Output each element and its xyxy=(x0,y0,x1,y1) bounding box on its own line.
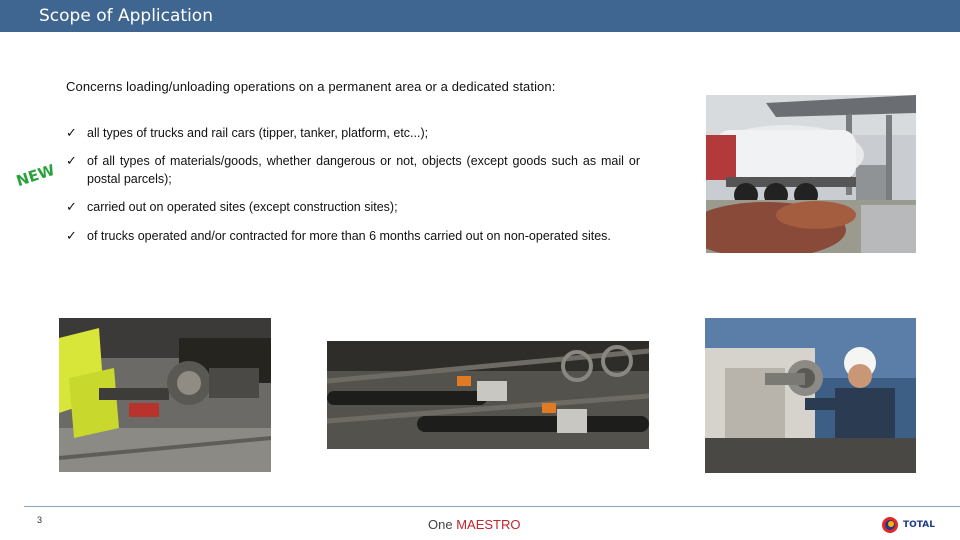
footer-brand xyxy=(428,517,521,532)
tanker-truck-photo xyxy=(706,95,916,253)
check-icon: ✓ xyxy=(66,199,77,214)
bullet-item xyxy=(66,198,640,216)
total-logo-text: TOTAL xyxy=(903,520,935,530)
bullet-item xyxy=(66,124,640,142)
bullet-item xyxy=(66,152,640,188)
check-icon: ✓ xyxy=(66,125,77,140)
check-icon: ✓ xyxy=(66,153,77,168)
brand-one: One xyxy=(428,517,453,532)
bullet-text: all types of trucks and rail cars (tipper, tanker, platform, etc...); xyxy=(87,126,429,140)
bullet-text: of trucks operated and/or contracted for more than 6 months carried out on non-operated sites. xyxy=(87,229,611,243)
page-title: Scope of Application xyxy=(39,6,213,26)
check-icon: ✓ xyxy=(66,228,77,243)
brand-maestro: MAESTRO xyxy=(456,517,521,532)
header-bar xyxy=(0,0,960,32)
loading-hoses-photo xyxy=(327,341,649,449)
bullet-item xyxy=(66,227,640,251)
total-logo xyxy=(880,514,940,536)
new-badge: NEW xyxy=(14,160,57,191)
rail-car-coupling-photo xyxy=(59,318,271,472)
footer-divider xyxy=(24,506,960,507)
page-number: 3 xyxy=(37,515,43,525)
worker-loading-arm-photo xyxy=(705,318,916,473)
bullet-text: of all types of materials/goods, whether dangerous or not, objects (except goods such as mail or postal parcels); xyxy=(87,154,640,186)
total-logo-icon xyxy=(880,515,900,535)
bullet-text: carried out on operated sites (except construction sites); xyxy=(87,200,398,214)
intro-text: Concerns loading/unloading operations on a permanent area or a dedicated station: xyxy=(66,79,556,94)
